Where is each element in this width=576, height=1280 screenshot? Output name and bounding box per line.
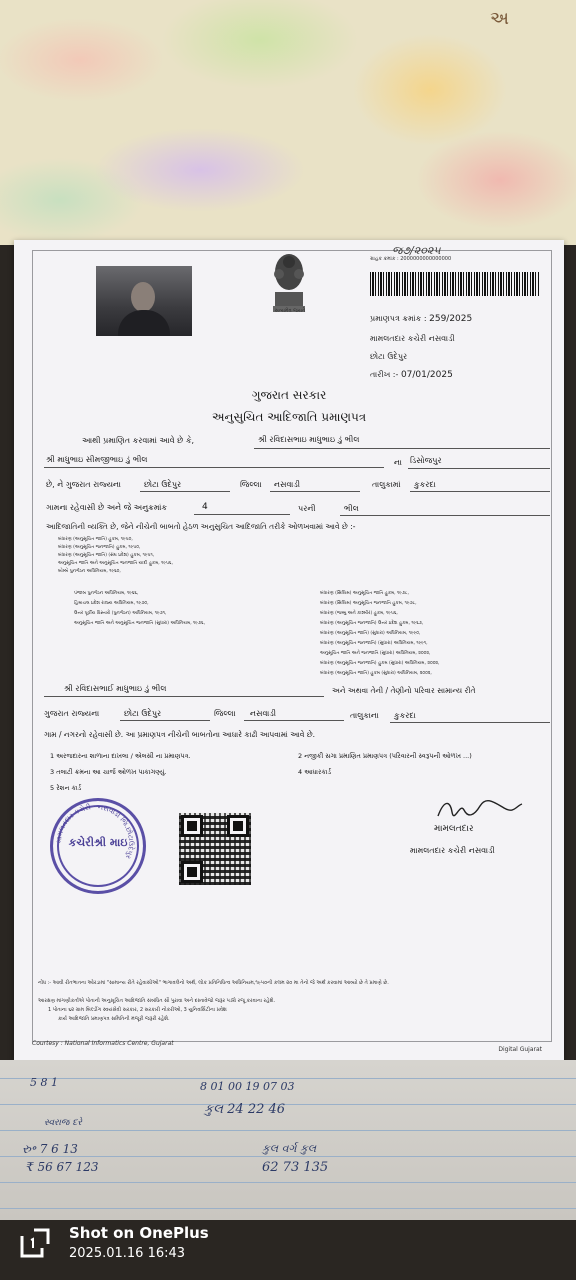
- underline: [340, 515, 550, 516]
- notebook-left2: રુ॰ 7 6 13: [22, 1142, 78, 1156]
- camera-watermark: [20, 1222, 556, 1266]
- qr-finder: [227, 815, 249, 837]
- district-label: જિલ્લા: [240, 480, 262, 489]
- underline: [44, 696, 324, 697]
- certificate-number-row: [370, 314, 472, 324]
- evidence-1: 1 અરજદારના શાળાના દાખલા / એલસી ના પ્રમાણપત્ર.: [50, 752, 191, 760]
- ruled-line: [0, 1104, 576, 1105]
- ruled-line: [0, 1156, 576, 1157]
- footer-digital-gujarat: Digital Gujarat: [498, 1046, 542, 1053]
- photo-body: [118, 310, 170, 336]
- office-line2: છોટા ઉદેપુર: [370, 352, 408, 361]
- order-left-8: ઉત્તર પૂર્વીય વિસ્તારો (પુનર્ગઠન) અધિનિયમ, ૧૯૭૧,: [74, 611, 167, 616]
- basis-statement: ગામ / નગરનો રહેવાસી છે. આ પ્રમાણપત્ર નીચેની બાબતોના આધારે કાઢી આપવામાં આવે છે.: [44, 730, 316, 739]
- notebook-page: [0, 1060, 576, 1220]
- serial-prefix: ગામના રહેવાસી છે અને જે અનુક્રમાંક: [46, 503, 168, 512]
- stamp-text: કચેરીશ્રી માઇ: [68, 836, 128, 849]
- order-right-2: બંધારણ (સિક્કિમ) અનુસૂચિત જનજાતિ હુકમ, ૧૯૭૮,: [320, 601, 417, 606]
- district-label-2: જિલ્લા: [214, 709, 236, 718]
- certificate-document: [14, 240, 564, 1060]
- footer-courtesy: Courtesy : National Informatics Centre, Gujarat: [32, 1040, 174, 1047]
- ruled-line: [0, 1130, 576, 1131]
- notebook-row3: કુલ 24 22 46: [204, 1102, 286, 1117]
- certify-prefix: આથી પ્રમાણિત કરવામાં આવે છે કે,: [82, 436, 195, 445]
- applicant-photo: [96, 266, 192, 336]
- handwritten-number: જ૭/૨૦૨૫: [392, 244, 441, 257]
- map-label: અ: [490, 8, 509, 29]
- order-right-5: બંધારણ (અનુસૂચિત જાતિ) (સુધારા) અધિનિયમ, ૧૯૯૦,: [320, 631, 421, 636]
- tribe-statement: આદિજાતિની વ્યક્તિ છે, જેને નીચેની બાબતો હેઠળ અનુસુચિત આદિજાતિ તરીકે ઓળખવામાં આવે છે :-: [46, 522, 356, 531]
- order-left-3: બંધારણ (અનુસૂચિત જાતિ) (સંઘ પ્રદેશ) હુકમ, ૧૯૫૧,: [58, 553, 155, 558]
- underline: [410, 491, 550, 492]
- cert-number-label: પ્રમાણપત્ર ક્રમાંક :: [370, 314, 427, 323]
- village-name: ડિસોજપુર: [410, 456, 442, 465]
- order-right-7: અનુસૂચિત જાતિ અને જનજાતિ (સુધારા) અધિનિયમ, ૨૦૦૨,: [320, 651, 431, 656]
- ruled-line: [0, 1208, 576, 1209]
- notebook-row2: 8 01 00 19 07 03: [200, 1080, 295, 1093]
- village2-name: કુકરદા: [414, 480, 436, 489]
- evidence-4: 4 આધારકાર્ડ: [298, 768, 332, 776]
- order-left-1: બંધારણ (અનુસૂચિત જાતિ) હુકમ, ૧૯૫૦,: [58, 537, 133, 542]
- evidence-2: 2 નજીકી સગા પ્રમાણિત પ્રમાણપત્ર (પરિવારની સ્વરૂપની ઓળખ ...): [298, 752, 472, 760]
- underline: [254, 448, 550, 449]
- serial-number: 4: [202, 502, 208, 512]
- notebook-right2: 62 73 135: [262, 1160, 329, 1175]
- state-prefix-2: ગુજરાત રાજ્યના: [44, 709, 100, 718]
- taluka-label: તાલુકામાં: [372, 480, 401, 489]
- barcode-caption: ગ્રાહક ક્રમાંક : 2000000000000000: [370, 256, 452, 262]
- order-left-6: પંજાબ પુનર્ગઠન અધિનિયમ, ૧૯૬૬,: [74, 591, 139, 596]
- underline: [140, 491, 230, 492]
- note-3: 1 પોતાના ૬૨ ગ્રામ બિલ્ડીંગ સ્વયંસેવી સરકાર, 2 સરકારી નોકરીઓ, 3 યુનિવર્સિટીના પ્રવેશ: [48, 1007, 227, 1013]
- order-left-4: અનુસૂચિત જાતિ અને અનુસૂચિત જનજાતિ યાદી હુકમ, ૧૯૫૬,: [58, 561, 173, 566]
- resident-name: શ્રી રવિદાસભાઈ માધુભાઇ ડું ભીલ: [64, 684, 167, 693]
- order-right-4: બંધારણ (અનુસૂચિત જનજાતિ) ઉત્તર પ્રદેશ હુકમ, ૧૯૬૭,: [320, 621, 424, 626]
- evidence-3: 3 તલાટી ક્રમના આ ચાર્જ ઓળખ પાકાગણ્યું.: [50, 768, 167, 776]
- order-right-8: બંધારણ (અનુસૂચિત જનજાતિ) હુકમ (સુધારા) અધિનિયમ, ૨૦૦૨,: [320, 661, 440, 666]
- government-title: ગુજરાત સરકાર: [251, 388, 327, 402]
- certificate-border: [32, 250, 552, 1042]
- notebook-row1: 5 8 1: [30, 1076, 58, 1089]
- evidence-5: 5 રેશન કાર્ડ: [50, 784, 82, 792]
- father-name: શ્રી માધુભાઇ સીમજીભાઇ ડું ભીલ: [46, 455, 148, 464]
- district-name: છોટા ઉદેપુર: [144, 480, 182, 489]
- notebook-right1: કુલ વર્ગ કુલ: [262, 1142, 317, 1155]
- qr-code: [179, 813, 251, 885]
- underline: [408, 468, 550, 469]
- notebook-left1: સ્વરાજ દરે: [44, 1118, 82, 1128]
- underline: [390, 722, 550, 723]
- official-stamp: [50, 798, 146, 894]
- svg-text:મામલતદાર કચેરી · નસવાડી જિ.છોટ: [55, 802, 136, 860]
- village-name-2: કુકરદા: [394, 711, 416, 720]
- stamp-ring-text: મામલતદાર કચેરી · નસવાડી જિ.છોટાઉદેપુર: [54, 802, 136, 861]
- underline: [270, 491, 360, 492]
- signatory-title: મામલતદાર: [434, 824, 474, 834]
- underline: [194, 514, 290, 515]
- office-line1: મામલતદાર કચેરી નસવાડી: [370, 334, 455, 343]
- oneplus-logo-icon: [20, 1228, 50, 1258]
- taluka-name: નસવાડી: [274, 480, 301, 489]
- photo-face: [131, 282, 155, 312]
- barcode: [370, 272, 540, 296]
- issue-date: 07/01/2025: [400, 370, 453, 380]
- underline: [244, 720, 344, 721]
- cert-number: 259/2025: [429, 314, 473, 324]
- qr-finder: [181, 861, 203, 883]
- residence-statement: અને અથવા તેની / તેણીનો પરિવાર સામાન્ય રીતે: [332, 686, 476, 695]
- order-left-9: અનુસૂચિત જાતિ અને અનુસૂચિત જનજાતિ (સુધારા) અધિનિયમ, ૧૯૭૬,: [74, 621, 205, 626]
- underline: [44, 467, 384, 468]
- note-2: આરક્ષણ માંગણીકર્તાએ પોતાની અનુસૂચિત આદિજાતિ સંબંધિત સૌ પુરાવા અને દસ્તાવેજો જરૂર પડ્યે રજૂ કરવાના રહેશે.: [38, 998, 276, 1004]
- order-left-2: બંધારણ (અનુસૂચિત જનજાતિ) હુકમ, ૧૯૫૦,: [58, 545, 141, 550]
- state-prefix: છે, ને ગુજરાત રાજ્યના: [46, 480, 121, 489]
- order-right-3: બંધારણ (જમ્મુ અને કાશ્મીર) હુકમ, ૧૯૫૬,: [320, 611, 398, 616]
- taluka-label-2: તાલુકાના: [350, 711, 379, 720]
- order-left-7: હિમાચલ પ્રદેશ રાજ્ય અધિનિયમ, ૧૯૭૦,: [74, 601, 149, 606]
- village-label: ના: [394, 458, 402, 467]
- tribe-name: ભીલ: [344, 504, 359, 513]
- ruled-line: [0, 1182, 576, 1183]
- qr-finder: [181, 815, 203, 837]
- watermark-timestamp: 2025.01.16 16:43: [69, 1246, 186, 1261]
- certificate-title: અનુસુચિત આદિજાતિ પ્રમાણપત્ર: [211, 410, 367, 424]
- district-name-2: છોટા ઉદેપુર: [124, 709, 162, 718]
- notebook-left3: ₹ 56 67 123: [26, 1160, 99, 1174]
- ruled-line: [0, 1078, 576, 1079]
- date-label: તારીખ :-: [370, 370, 399, 379]
- underline: [120, 720, 210, 721]
- watermark-brand: Shot on OnePlus: [69, 1224, 209, 1242]
- order-right-9: બંધારણ (અનુસૂચિત જાતિ) હુકમ (સુધારા) અધિનિયમ, ૨૦૦૨,: [320, 671, 432, 676]
- note-4: કાર્ય આદિજાતિ પ્રમાણપત્ર સમિતિની મંજૂરી જરૂરી રહેશે.: [58, 1016, 170, 1022]
- note-1: નોંધ :- આવી રીતભાતના ઓરડામાં "સામાન્ય રીતે રહેવાસીઓ" ભાગાવલેનો અર્થ, લોક પ્રતિનિધિત્વ અધિનિયમ,૧૯૫૦ની કલમ ૨૦ મા તેનો જે અર્થ કરવામાં આવ્યો છે તે પ્રમાણે છે.: [38, 980, 389, 986]
- taluka-name-2: નસવાડી: [250, 709, 277, 718]
- date-row: [370, 370, 453, 380]
- applicant-name: શ્રી રવિદાસભાઇ માધુભાઇ ડું ભીલ: [258, 435, 360, 444]
- serial-suffix: પરની: [298, 504, 316, 513]
- emblem-caption: સત્યમેવ જયતે: [274, 308, 306, 314]
- order-right-1: બંધારણ (સિક્કિમ) અનુસૂચિત જાતિ હુકમ, ૧૯૭૮,: [320, 591, 409, 596]
- order-left-5: બોમ્બે પુનર્ગઠન અધિનિયમ, ૧૯૬૦,: [58, 569, 121, 574]
- order-right-6: બંધારણ (અનુસૂચિત જનજાતિ) (સુધારા) અધિનિયમ, ૧૯૯૧,: [320, 641, 428, 646]
- signatory-office: મામલતદાર કચેરી નસવાડી: [410, 846, 495, 855]
- wall-map: [0, 0, 576, 245]
- signature: [434, 796, 524, 822]
